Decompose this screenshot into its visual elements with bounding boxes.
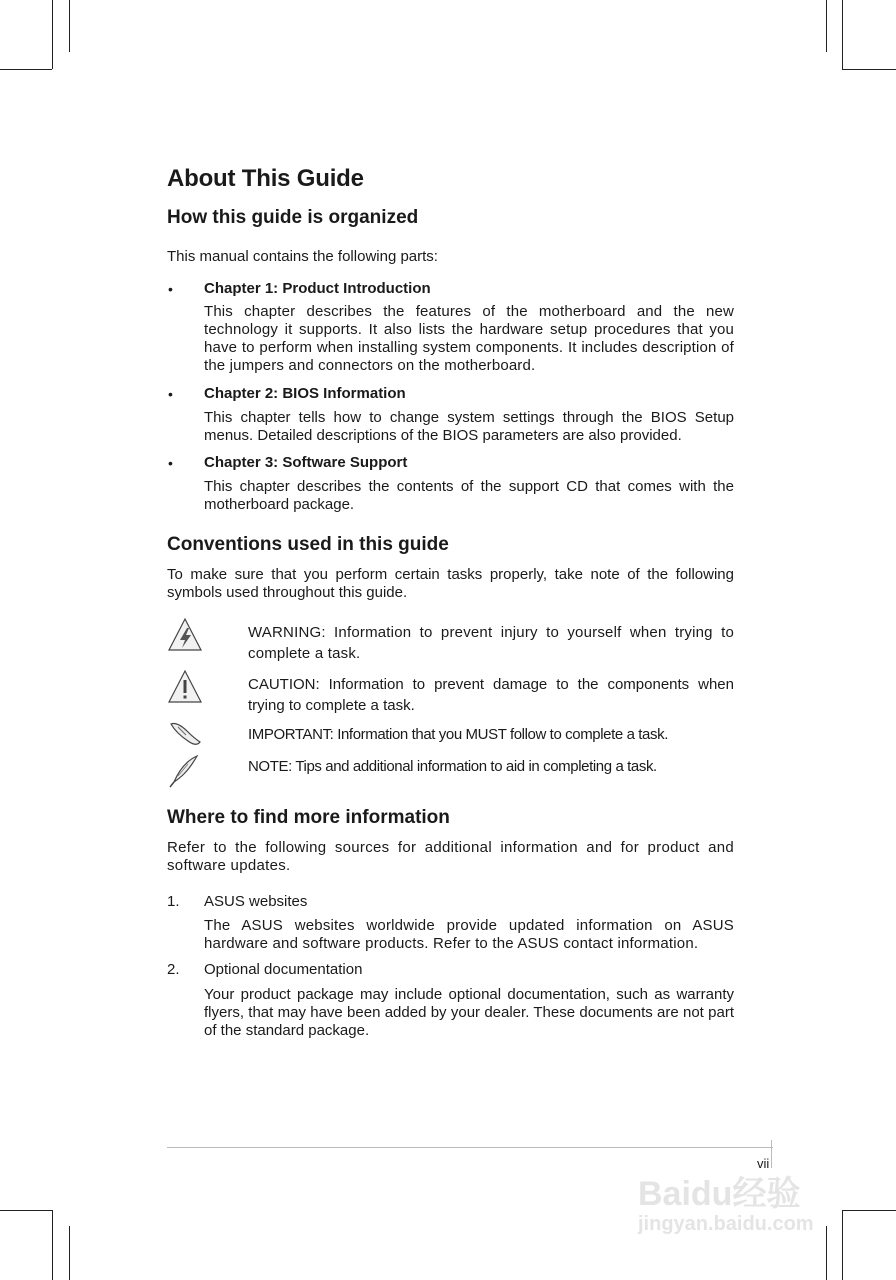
watermark-logo: Baidu经验 (638, 1175, 801, 1213)
list-number: 2. (167, 961, 180, 978)
caution-text: CAUTION: Information to prevent damage to the components when trying to complete a task. (248, 676, 734, 714)
page-number: vii (757, 1156, 770, 1171)
crop-mark (842, 0, 843, 69)
crop-mark (826, 1226, 827, 1280)
bullet: • (168, 386, 173, 402)
crop-mark (52, 0, 53, 69)
bullet: • (168, 281, 173, 297)
section-heading-conventions: Conventions used in this guide (167, 534, 449, 555)
important-icon (166, 716, 204, 754)
chapter-2-title: Chapter 2: BIOS Information (204, 385, 406, 402)
crop-mark (842, 1210, 843, 1280)
crop-mark (842, 69, 896, 70)
note-icon (166, 752, 204, 790)
chapter-3-desc: This chapter describes the contents of the support CD that comes with the motherboard package. (204, 478, 734, 513)
organized-intro: This manual contains the following parts: (167, 248, 438, 265)
important-text: IMPORTANT: Information that you MUST follow to complete a task. (248, 726, 668, 743)
chapter-1-title: Chapter 1: Product Introduction (204, 280, 431, 297)
caution-icon (166, 668, 204, 706)
page-title: About This Guide (167, 165, 364, 192)
footer-rule (167, 1147, 773, 1148)
crop-mark (0, 1210, 52, 1211)
section-heading-more-info: Where to find more information (167, 807, 450, 828)
crop-mark (52, 1210, 53, 1280)
crop-mark (69, 0, 70, 52)
item-1-desc: The ASUS websites worldwide provide updated information on ASUS hardware and software products. Refer to the ASUS contact information. (204, 917, 734, 952)
crop-mark (842, 1210, 896, 1211)
footer-rule-vertical (771, 1140, 772, 1168)
note-text: NOTE: Tips and additional information to aid in completing a task. (248, 758, 657, 775)
chapter-3-title: Chapter 3: Software Support (204, 454, 408, 471)
crop-mark (69, 1226, 70, 1280)
item-1-title: ASUS websites (204, 893, 308, 910)
crop-mark (826, 0, 827, 52)
chapter-1-desc: This chapter describes the features of the motherboard and the new technology it supports. It also lists the hardware setup procedures that you have to perform when installing system components. It includes description of the jumpers and connectors on the motherboard. (204, 303, 734, 374)
item-2-title: Optional documentation (204, 961, 363, 978)
chapter-2-desc: This chapter tells how to change system settings through the BIOS Setup menus. Detailed descriptions of the BIOS parameters are also provided. (204, 409, 734, 444)
bullet: • (168, 455, 173, 471)
section-heading-organized: How this guide is organized (167, 207, 419, 228)
conventions-intro: To make sure that you perform certain tasks properly, take note of the following symbols used throughout this guide. (167, 566, 734, 601)
item-2-desc: Your product package may include optional documentation, such as warranty flyers, that may have been added by your dealer. These documents are not part of the standard package. (204, 986, 734, 1039)
warning-icon (166, 616, 204, 654)
watermark-url: jingyan.baidu.com (638, 1213, 814, 1235)
list-number: 1. (167, 893, 180, 910)
warning-text: WARNING: Information to prevent injury to yourself when trying to complete a task. (248, 624, 734, 662)
more-info-intro: Refer to the following sources for additional information and for product and software updates. (167, 839, 734, 874)
crop-mark (0, 69, 52, 70)
